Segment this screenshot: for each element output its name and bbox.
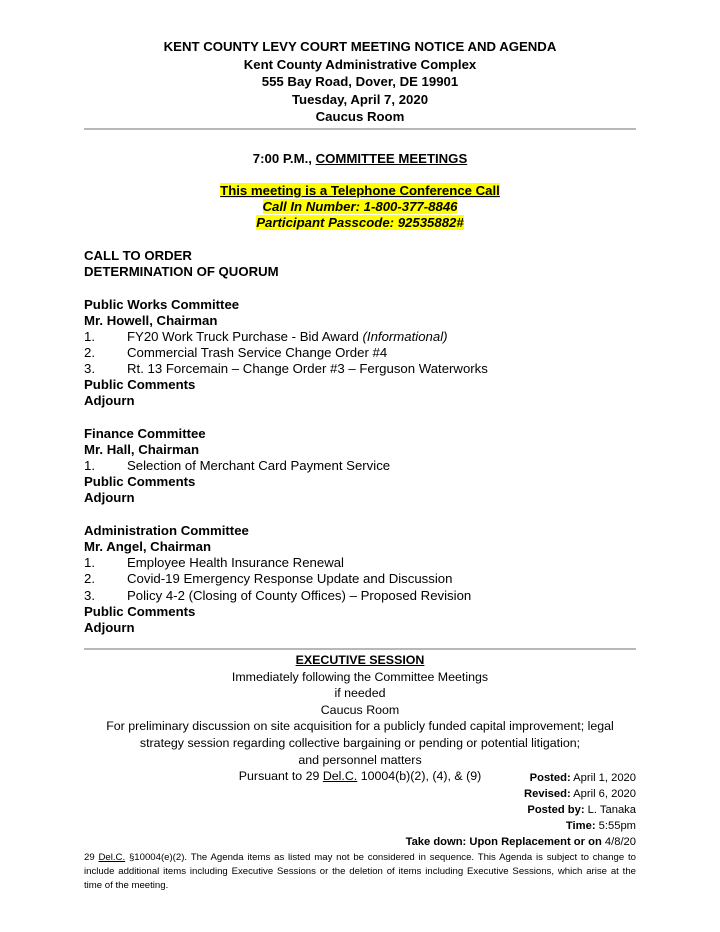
agenda-item: 3. Policy 4-2 (Closing of County Offices) – Proposed Revision [84, 588, 472, 603]
meeting-time: 7:00 P.M., [252, 151, 312, 166]
agenda-item: 1. Employee Health Insurance Renewal [84, 555, 344, 570]
executive-line: Immediately following the Committee Meetings [231, 669, 489, 684]
meeting-time-line [84, 151, 636, 167]
meeting-date: Tuesday, April 7, 2020 [291, 91, 429, 107]
adjourn: Adjourn [84, 393, 135, 408]
complex-name: Kent County Administrative Complex [243, 56, 477, 72]
posted-date: Posted: April 1, 2020 [529, 772, 636, 784]
executive-divider [84, 648, 636, 650]
meeting-room: Caucus Room [315, 109, 405, 124]
executive-line: if needed [334, 686, 386, 701]
conference-notice: This meeting is a Telephone Conference Call [220, 183, 500, 198]
adjourn: Adjourn [84, 620, 135, 635]
revised-date: Revised: April 6, 2020 [524, 788, 636, 800]
agenda-item: 2. Covid-19 Emergency Response Update and Discussion [84, 571, 453, 586]
footnote: 29 Del.C. §10004(e)(2). The Agenda items as listed may not be considered in sequence. This Agenda is subject to change to include additional items including Executive Sessions or the deletion of items including Executive Sessions, which arise at the time of the meeting. [84, 852, 637, 891]
executive-session-title: EXECUTIVE SESSION [295, 653, 425, 667]
call-in-line [84, 199, 636, 215]
executive-line: strategy session regarding collective bargaining or pending or potential litigation; [139, 735, 581, 750]
public-works-heading: Public Works Committee [84, 297, 240, 312]
determination-of-quorum: DETERMINATION OF QUORUM [84, 264, 279, 279]
executive-line: For preliminary discussion on site acquisition for a publicly funded capital improvement; legal [106, 719, 614, 734]
public-comments: Public Comments [84, 604, 196, 619]
conference-notice-line [84, 183, 636, 199]
agenda-item: 3. Rt. 13 Forcemain – Change Order #3 – Ferguson Waterworks [84, 361, 488, 376]
public-comments: Public Comments [84, 474, 196, 489]
participant-passcode: Participant Passcode: 92535882# [256, 215, 464, 230]
agenda-title: KENT COUNTY LEVY COURT MEETING NOTICE AND AGENDA [163, 39, 557, 54]
executive-line: Caucus Room [320, 702, 400, 717]
finance-chair: Mr. Hall, Chairman [84, 442, 200, 457]
meeting-type: COMMITTEE MEETINGS [315, 151, 468, 166]
call-to-order: CALL TO ORDER [84, 248, 192, 263]
finance-heading: Finance Committee [84, 426, 206, 441]
public-works-chair: Mr. Howell, Chairman [84, 313, 218, 328]
pursuant-line: Pursuant to 29 Del.C. 10004(b)(2), (4), & (9) [238, 769, 482, 784]
document-header [84, 38, 636, 126]
public-comments: Public Comments [84, 377, 196, 392]
executive-session [84, 652, 636, 785]
administration-chair: Mr. Angel, Chairman [84, 539, 212, 554]
agenda-item: 2. Commercial Trash Service Change Order #4 [84, 345, 388, 360]
address: 555 Bay Road, Dover, DE 19901 [261, 74, 459, 89]
passcode-line [84, 215, 636, 231]
posted-time: Time: 5:55pm [565, 820, 636, 832]
posted-by: Posted by: L. Tanaka [527, 804, 636, 816]
agenda-item: 1. FY20 Work Truck Purchase - Bid Award (Informational) [84, 329, 448, 344]
agenda-item: 1. Selection of Merchant Card Payment Service [84, 458, 391, 473]
call-in-number: Call In Number: 1-800-377-8846 [262, 199, 458, 214]
executive-line: and personnel matters [298, 752, 422, 767]
administration-heading: Administration Committee [84, 523, 249, 538]
take-down: Take down: Upon Replacement or on 4/8/20 [405, 836, 636, 848]
header-divider [84, 128, 636, 130]
adjourn: Adjourn [84, 490, 135, 505]
